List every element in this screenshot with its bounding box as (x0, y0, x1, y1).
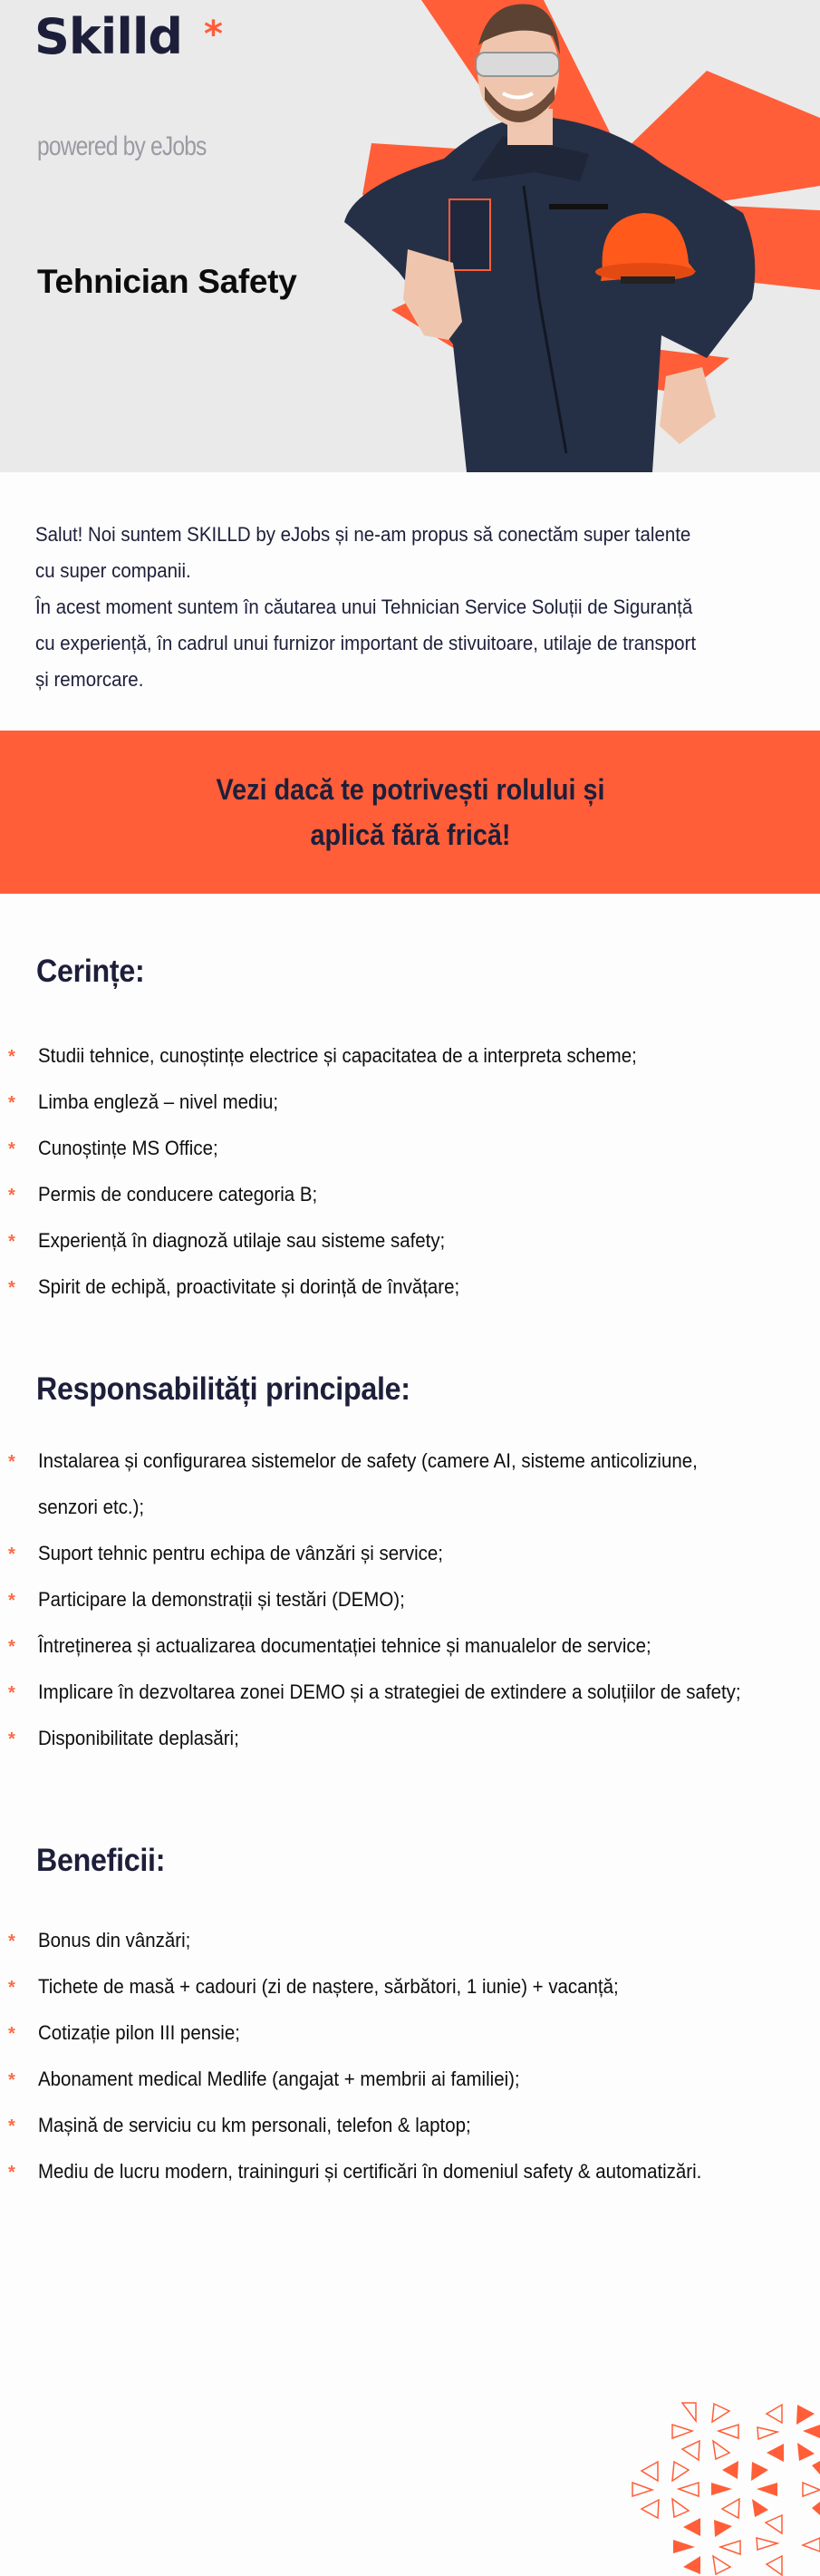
asterisk-bullet-icon: * (8, 1186, 15, 1206)
asterisk-bullet-icon: * (8, 1278, 15, 1298)
asterisk-bullet-icon: * (8, 2070, 15, 2090)
list-item: * Limba engleză – nivel mediu; (0, 1079, 820, 1125)
job-title: Tehnician Safety (37, 263, 297, 300)
list-item: * Bonus din vânzări; (0, 1917, 820, 1963)
skilld-logo: Skilld (34, 8, 182, 65)
list-item: * Întreținerea și actualizarea documentației tehnice și manualelor de service; (0, 1622, 820, 1669)
requirements-title: Cerințe: (36, 954, 145, 989)
list-item: * Cotizație pilon III pensie; (0, 2009, 820, 2056)
triangle-pattern-decoration (616, 2375, 820, 2576)
asterisk-bullet-icon: * (8, 1093, 15, 1113)
asterisk-bullet-icon: * (8, 1683, 15, 1703)
asterisk-bullet-icon: * (8, 2024, 15, 2044)
asterisk-bullet-icon: * (8, 1545, 15, 1564)
intro-paragraph-2: În acest moment suntem în căutarea unui Tehnician Service Soluții de Siguranță cu experiență, în cadrul unui furnizor important de stivuitoare, utilaje de transport și remorcare. (35, 596, 697, 691)
hero-banner (0, 0, 820, 472)
list-item: * Studii tehnice, cunoștințe electrice și capacitatea de a interpreta scheme; (0, 1032, 820, 1079)
list-item: * Spirit de echipă, proactivitate și dorință de învățare; (0, 1264, 820, 1310)
list-item: * Mediu de lucru modern, traininguri și certificări în domeniul safety & automatizări. (0, 2148, 820, 2194)
benefits-list (0, 1917, 820, 2194)
list-item: * Abonament medical Medlife (angajat + membrii ai familiei); (0, 2056, 820, 2102)
asterisk-bullet-icon: * (8, 1729, 15, 1749)
asterisk-bullet-icon: * (8, 1932, 15, 1951)
asterisk-bullet-icon: * (8, 1591, 15, 1611)
list-item: * Participare la demonstrații și testări (DEMO); (0, 1576, 820, 1622)
logo-asterisk-icon: * (204, 14, 223, 55)
list-item: * Suport tehnic pentru echipa de vânzări și service; (0, 1530, 820, 1576)
cta-text: Vezi dacă te potrivești rolului și aplică fără frică! (216, 773, 604, 851)
list-item: * Cunoștințe MS Office; (0, 1125, 820, 1171)
list-item: * Mașină de serviciu cu km personali, telefon & laptop; (0, 2102, 820, 2148)
list-item: * Permis de conducere categoria B; (0, 1171, 820, 1217)
responsibilities-title: Responsabilități principale: (36, 1371, 410, 1407)
cta-banner (0, 731, 820, 894)
asterisk-bullet-icon: * (8, 1452, 15, 1472)
intro-section (35, 517, 709, 698)
asterisk-bullet-icon: * (8, 2163, 15, 2183)
asterisk-bullet-icon: * (8, 1232, 15, 1252)
hero-worker-illustration (317, 0, 820, 472)
asterisk-bullet-icon: * (8, 2116, 15, 2136)
list-item: * Instalarea și configurarea sistemelor de safety (camere AI, sisteme anticoliziune, senzori etc.); (0, 1438, 820, 1530)
asterisk-bullet-icon: * (8, 1978, 15, 1998)
list-item: * Tichete de masă + cadouri (zi de naștere, sărbători, 1 iunie) + vacanță; (0, 1963, 820, 2009)
requirements-list (0, 1032, 820, 1310)
benefits-title: Beneficii: (36, 1843, 166, 1878)
list-item: * Implicare în dezvoltarea zonei DEMO și a strategiei de extindere a soluțiilor de safety; (0, 1669, 820, 1715)
asterisk-bullet-icon: * (8, 1637, 15, 1657)
list-item: * Disponibilitate deplasări; (0, 1715, 820, 1761)
asterisk-bullet-icon: * (8, 1139, 15, 1159)
responsibilities-list (0, 1438, 820, 1761)
intro-paragraph-1: Salut! Noi suntem SKILLD by eJobs și ne-am propus să conectăm super talente cu super companii. (35, 523, 691, 582)
asterisk-bullet-icon: * (8, 1047, 15, 1067)
powered-by-tagline: powered by eJobs (37, 131, 207, 161)
list-item: * Experiență în diagnoză utilaje sau sisteme safety; (0, 1217, 820, 1264)
